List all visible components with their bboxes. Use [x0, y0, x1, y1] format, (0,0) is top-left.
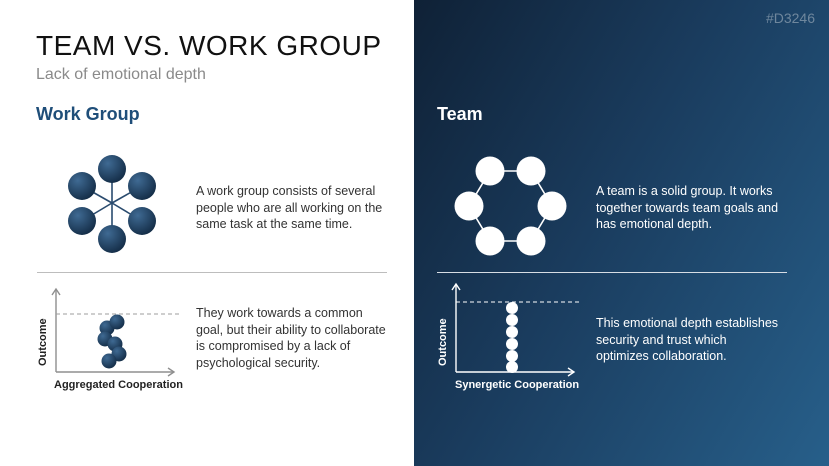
team-chart-text: This emotional depth establishes security and trust which optimizes collaboration. — [596, 316, 779, 363]
synergetic-outcome-chart-icon — [446, 281, 586, 378]
work-group-x-axis-label: Aggregated Cooperation — [54, 379, 183, 391]
team-x-axis-label: Synergetic Cooperation — [455, 379, 580, 391]
work-group-y-axis-label: Outcome — [37, 318, 49, 366]
team-description: A team is a solid group. It works together towards team goals and has emotional depth. — [596, 184, 779, 231]
work-group-chart-text: They work towards a common goal, but their ability to collaborate is compromised by a lack of psychological security. — [196, 306, 386, 370]
hub-and-spoke-network-icon — [60, 152, 165, 262]
aggregated-outcome-chart-icon — [46, 286, 186, 378]
ring-network-icon — [449, 152, 574, 262]
slide-code: #D3246 — [765, 10, 815, 26]
team-y-axis-label: Outcome — [437, 318, 449, 366]
slide-title: TEAM VS. WORK GROUP — [36, 30, 382, 61]
team-divider — [437, 272, 787, 273]
slide-subtitle: Lack of emotional depth — [36, 66, 206, 83]
work-group-divider — [37, 272, 387, 273]
team-heading: Team — [437, 104, 483, 124]
work-group-heading: Work Group — [36, 104, 140, 124]
work-group-description: A work group consists of several people who are all working on the same task at the same time. — [196, 184, 383, 231]
